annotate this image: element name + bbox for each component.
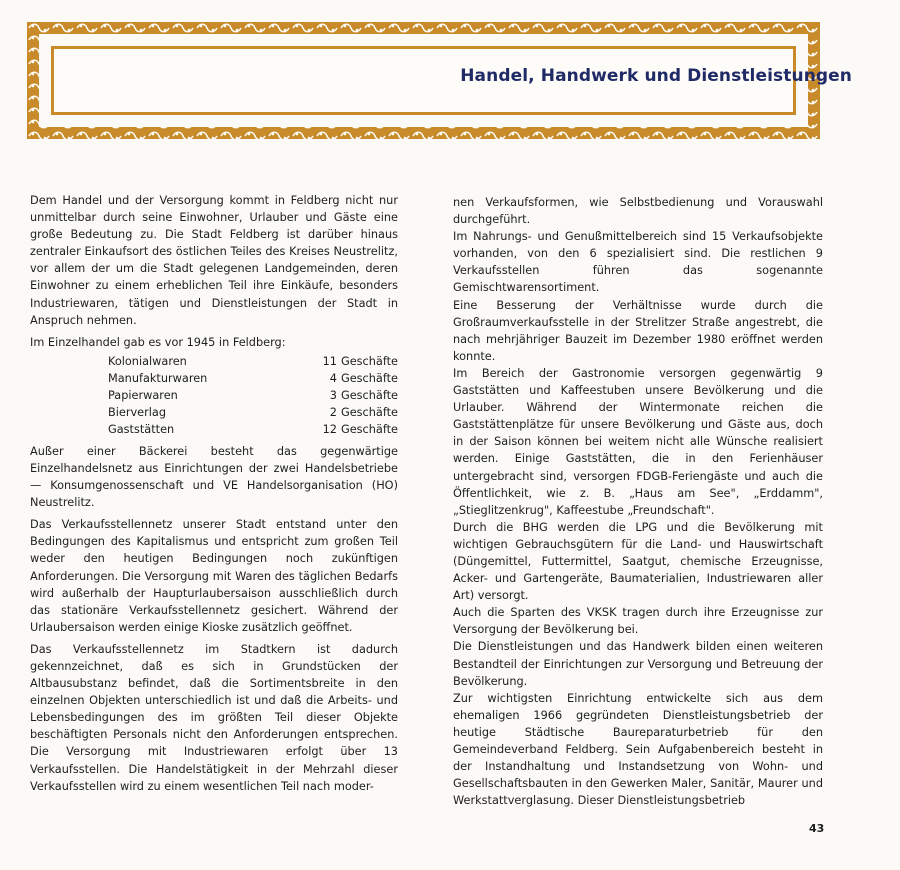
- page-title: Handel, Handwerk und Dienstleistungen: [460, 66, 852, 86]
- shop-count: 3: [329, 388, 337, 402]
- shop-unit: Geschäfte: [340, 371, 398, 385]
- paragraph: Eine Besserung der Verhältnisse wurde durch die Großraumverkaufsstelle in der Strelitzer Straße angestrebt, die nach mehrjähriger Bauzeit im Dezember 1980 eröffnet werden konnte.: [453, 298, 823, 363]
- shop-name: Papierwaren: [108, 388, 178, 402]
- paragraph: Durch die BHG werden die LPG und die Bevölkerung mit wichtigen Gebrauchsgütern für die Land- und Hauswirtschaft (Düngemittel, Futtermittel, Saatgut, chemische Erzeugnisse, Acker- und Gartengeräte, Baumaterialien, Industriewaren aller Art) versorgt.: [453, 520, 823, 603]
- list-item: [108, 404, 398, 421]
- list-item: [108, 370, 398, 387]
- paragraph: Auch die Sparten des VKSK tragen durch ihre Erzeugnisse zur Versorgung der Bevölkerung bei.: [453, 606, 823, 637]
- shop-list: [108, 353, 398, 438]
- shop-unit: Geschäfte: [340, 422, 398, 436]
- list-intro: Im Einzelhandel gab es vor 1945 in Feldberg:: [30, 335, 286, 349]
- paragraph: Im Bereich der Gastronomie versorgen gegenwärtig 9 Gaststätten und Kaffeestuben unsere Bevölkerung und die Urlauber. Während der Wintermonate reichen die Gaststättenplätze für unsere Bevölkerung und Gäste aus, doch in der Saison können bei weitem nicht alle Wünsche realisiert werden. Einige Gaststätten, die in den Ferienhäuser untergebracht sind, versorgen FDGB-Feriengäste und auch die Öffentlichkeit, wie z. B. „Haus am See", „Erddamm", „Stieglitzenkrug", Kaffeestube „Freundschaft".: [453, 366, 823, 517]
- list-item: [108, 353, 398, 370]
- paragraph: Außer einer Bäckerei besteht das gegenwärtige Einzelhandelsnetz aus Einrichtungen der zwei Handelsbetriebe — Konsumgenossenschaft und VE Handelsorganisation (HO) Neustrelitz.: [30, 444, 398, 510]
- shop-unit: Geschäfte: [340, 354, 398, 368]
- shop-count: 4: [329, 371, 337, 385]
- paragraph: Dem Handel und der Versorgung kommt in Feldberg nicht nur unmittelbar durch seine Einwohner, Urlauber und Gäste eine große Bedeutung zu. Die Stadt Feldberg ist darüber hinaus zentraler Einkaufsort des östlichen Teiles des Kreises Neustrelitz, vor allem der um die Stadt gelegenen Landgemeinden, deren Einwohner zu einem erheblichen Teil ihre Einkäufe, besonders Industriewaren, tätigen und Dienstleistungen der Stadt in Anspruch nehmen.: [30, 194, 398, 327]
- right-column: [453, 194, 823, 809]
- shop-count: 2: [329, 405, 337, 419]
- shop-count: 11: [322, 354, 337, 368]
- paragraph: Das Verkaufsstellennetz unserer Stadt entstand unter den Bedingungen des Kapitalismus und entspricht zum großen Teil weder den heutigen Bedingungen noch zukünftigen Anforderungen. Die Versorgung mit Waren des täglichen Bedarfs wird außerhalb der Haupturlaubersaison ausschließlich durch das stationäre Verkaufsstellennetz gesichert. Während der Urlaubersaison werden einige Kioske zusätzlich geöffnet.: [30, 518, 398, 634]
- paragraph: Die Dienstleistungen und das Handwerk bilden einen weiteren Bestandteil der Einrichtungen zur Versorgung und Betreuung der Bevölkerung.: [453, 640, 823, 688]
- shop-name: Kolonialwaren: [108, 354, 187, 368]
- shop-name: Manufakturwaren: [108, 371, 208, 385]
- paragraph: Das Verkaufsstellennetz im Stadtkern ist dadurch gekennzeichnet, daß es sich in Grundstücken der Altbausubstanz befindet, daß die Sortimentsbreite in den einzelnen Objekten unterschiedlich ist und daß die Arbeits- und Lebensbedingungen des im größten Teil dieser Objekte beschäftigten Personals nicht den Anforderungen entsprechen. Die Versorgung mit Industriewaren erfolgt über 13 Verkaufsstellen. Die Handelstätigkeit in der Mehrzahl dieser Verkaufsstellen wird zu einem wesentlichen Teil nach moder-: [30, 642, 398, 793]
- list-item: [108, 387, 398, 404]
- paragraph: nen Verkaufsformen, wie Selbstbedienung und Vorauswahl durchgeführt.: [453, 196, 823, 227]
- shop-count: 12: [322, 422, 337, 436]
- paragraph: Im Nahrungs- und Genußmittelbereich sind 15 Verkaufsobjekte vorhanden, von den 6 spezialisiert sind. Die restlichen 9 Verkaufsstellen führen das sogenannte Gemischtwarensortiment.: [453, 230, 823, 295]
- left-column: [30, 192, 398, 800]
- shop-unit: Geschäfte: [340, 405, 398, 419]
- list-item: [108, 421, 398, 438]
- paragraph: Zur wichtigsten Einrichtung entwickelte sich aus dem ehemaligen 1966 gegründeten Dienstleistungsbetrieb der heutige Städtische Baureparaturbetrieb für den Gemeindeverband Feldberg. Sein Aufgabenbereich besteht in der Instandhaltung und Instandsetzung von Wohn- und Gesellschaftsbauten in den Gewerken Maler, Sanitär, Maurer und Werkstattverglasung. Dieser Dienstleistungsbetrieb: [453, 691, 823, 808]
- page-number: 43: [809, 822, 825, 835]
- shop-name: Gaststätten: [108, 422, 175, 436]
- shop-name: Bierverlag: [108, 405, 166, 419]
- shop-unit: Geschäfte: [340, 388, 398, 402]
